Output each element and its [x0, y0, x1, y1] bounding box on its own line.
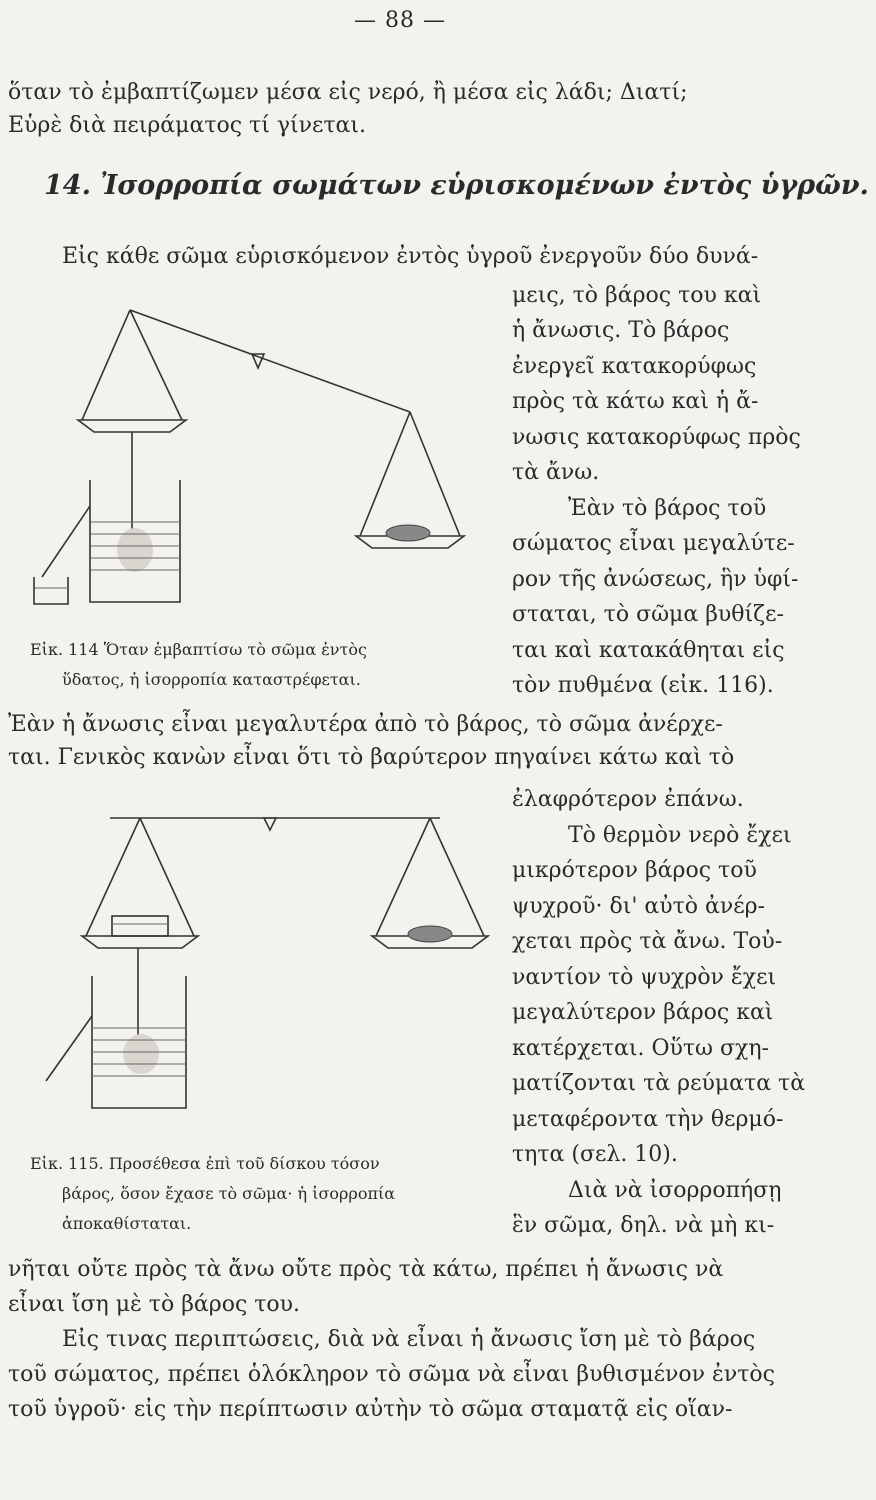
- pan-right-string-l: [376, 818, 430, 936]
- pan-left-string-l: [82, 310, 130, 420]
- pan-left-string-l: [86, 818, 140, 936]
- caption-115-line-2: βάρος, ὅσον ἔχασε τὸ σῶμα· ἡ ἰσορροπία: [62, 1184, 396, 1203]
- paragraph-4-line-1: Εἰς τινας περιπτώσεις, διὰ νὰ εἶναι ἡ ἄνωσις ἴση μὲ τὸ βάρος: [62, 1327, 756, 1352]
- right-column-1-line: Ἐὰν τὸ βάρος τοῦ: [568, 495, 767, 521]
- weights-pile: [408, 926, 452, 942]
- paragraph-2-line-2: ται. Γενικὸς κανὼν εἶναι ὅτι τὸ βαρύτερον πηγαίνει κάτω καὶ τὸ: [8, 745, 735, 770]
- right-column-2-line: μικρότερον βάρος τοῦ: [512, 858, 757, 883]
- right-column-1-line: πρὸς τὰ κάτω καὶ ἡ ἄ-: [512, 389, 759, 414]
- overflow-cup: [34, 577, 68, 604]
- paragraph-3-line-2: εἶναι ἴση μὲ τὸ βάρος του.: [8, 1292, 301, 1317]
- right-column-2-line: ματίζονται τὰ ρεύματα τὰ: [512, 1071, 806, 1096]
- pan-left: [78, 420, 186, 432]
- right-column-1-line: ται καὶ κατακάθηται εἰς: [512, 637, 785, 663]
- right-column-2-line: μεγαλύτερον βάρος καὶ: [512, 1000, 774, 1025]
- right-column-2-line: μεταφέροντα τὴν θερμό-: [512, 1106, 784, 1132]
- right-column-1-line: μεις, τὸ βάρος του καὶ: [512, 282, 762, 308]
- figure-114-balance-submerged: [20, 292, 500, 622]
- weights-pile: [386, 525, 430, 541]
- pan-right-string-l: [360, 412, 410, 536]
- right-column-1-line: νωσις κατακορύφως πρὸς: [512, 424, 801, 450]
- right-column-2: [512, 782, 805, 1244]
- right-column-1-line: ἐνεργεῖ κατακορύφως: [512, 353, 757, 379]
- right-column-2-line: κατέρχεται. Οὕτω σχη-: [512, 1035, 769, 1061]
- stone-body: [117, 528, 153, 572]
- right-column-1-line: τὰ ἄνω.: [512, 460, 600, 485]
- right-column-1-line: σταται, τὸ σῶμα βυθίζε-: [512, 602, 784, 627]
- pivot: [264, 818, 276, 830]
- pan-right-string-r: [430, 818, 484, 936]
- right-column-1-line: σώματος εἶναι μεγαλύτε-: [512, 531, 795, 556]
- paragraph-2-line-1: Ἐὰν ἡ ἄνωσις εἶναι μεγαλυτέρα ἀπὸ τὸ βάρος, τὸ σῶμα ἀνέρχε-: [8, 712, 723, 737]
- pan-right-string-r: [410, 412, 460, 536]
- right-column-1-line: ἡ ἄνωσις. Τὸ βάρος: [512, 318, 730, 343]
- paragraph-3-line-1: νῆται οὔτε πρὸς τὰ ἄνω οὔτε πρὸς τὰ κάτω, πρέπει ἡ ἄνωσις νὰ: [8, 1257, 724, 1282]
- paragraph-4-line-3: τοῦ ὑγροῦ· εἰς τὴν περίπτωσιν αὐτὴν τὸ σῶμα σταματᾷ εἰς οἵαν-: [8, 1397, 733, 1422]
- right-column-1: [512, 242, 801, 704]
- right-column-2-line: ἐλαφρότερον ἐπάνω.: [512, 787, 744, 812]
- paragraph-4-line-2: τοῦ σώματος, πρέπει ὁλόκληρον τὸ σῶμα νὰ εἶναι βυθισμένον ἐντὸς: [8, 1362, 775, 1387]
- added-weight-beaker: [112, 916, 168, 936]
- right-column-1-line: ρον τῆς ἀνώσεως, ἣν ὑφί-: [512, 566, 799, 592]
- section-heading: 14. Ἰσορροπία σωμάτων εὑρισκομένων ἐντὸς ὑγρῶν.: [44, 170, 869, 201]
- page-number: — 88 —: [354, 8, 446, 33]
- intro-line-1: ὅταν τὸ ἐμβαπτίζωμεν μέσα εἰς νερό, ἢ μέσα εἰς λάδι; Διατί;: [8, 80, 688, 105]
- caption-114-line-2: ὕδατος, ἡ ἰσορροπία καταστρέφεται.: [62, 670, 361, 689]
- right-column-2-line: Τὸ θερμὸν νερὸ ἔχει: [568, 822, 792, 848]
- intro-line-2: Εὑρὲ διὰ πειράματος τί γίνεται.: [8, 113, 367, 138]
- caption-115-line-3: ἀποκαθίσταται.: [62, 1214, 192, 1233]
- right-column-1-line: τὸν πυθμένα (εἰκ. 116).: [512, 673, 774, 698]
- paragraph-1-first-line: Εἰς κάθε σῶμα εὑρισκόμενον ἐντὸς ὑγροῦ ἐνεργοῦν δύο δυνά-: [62, 244, 759, 269]
- beam-tilted: [130, 310, 410, 412]
- spout: [46, 1016, 92, 1081]
- right-column-2-line: τητα (σελ. 10).: [512, 1142, 678, 1167]
- figure-115-balance-restored: [20, 806, 510, 1146]
- spout: [42, 506, 90, 577]
- pan-left-string-r: [140, 818, 194, 936]
- right-column-2-line: ναντίον τὸ ψυχρὸν ἔχει: [512, 964, 777, 990]
- caption-115-line-1: Εἰκ. 115. Προσέθεσα ἐπὶ τοῦ δίσκου τόσον: [30, 1154, 380, 1173]
- right-column-2-line: Διὰ νὰ ἰσορροπήσῃ: [568, 1177, 782, 1203]
- right-column-2-line: χεται πρὸς τὰ ἄνω. Τοὐ-: [512, 929, 783, 954]
- right-column-2-line: ψυχροῦ· δι' αὐτὸ ἀνέρ-: [512, 893, 766, 919]
- pan-left: [82, 936, 198, 948]
- caption-114-line-1: Εἰκ. 114 Ὅταν ἐμβαπτίσω τὸ σῶμα ἐντὸς: [30, 640, 367, 659]
- right-column-2-line: ἓν σῶμα, δηλ. νὰ μὴ κι-: [512, 1213, 775, 1238]
